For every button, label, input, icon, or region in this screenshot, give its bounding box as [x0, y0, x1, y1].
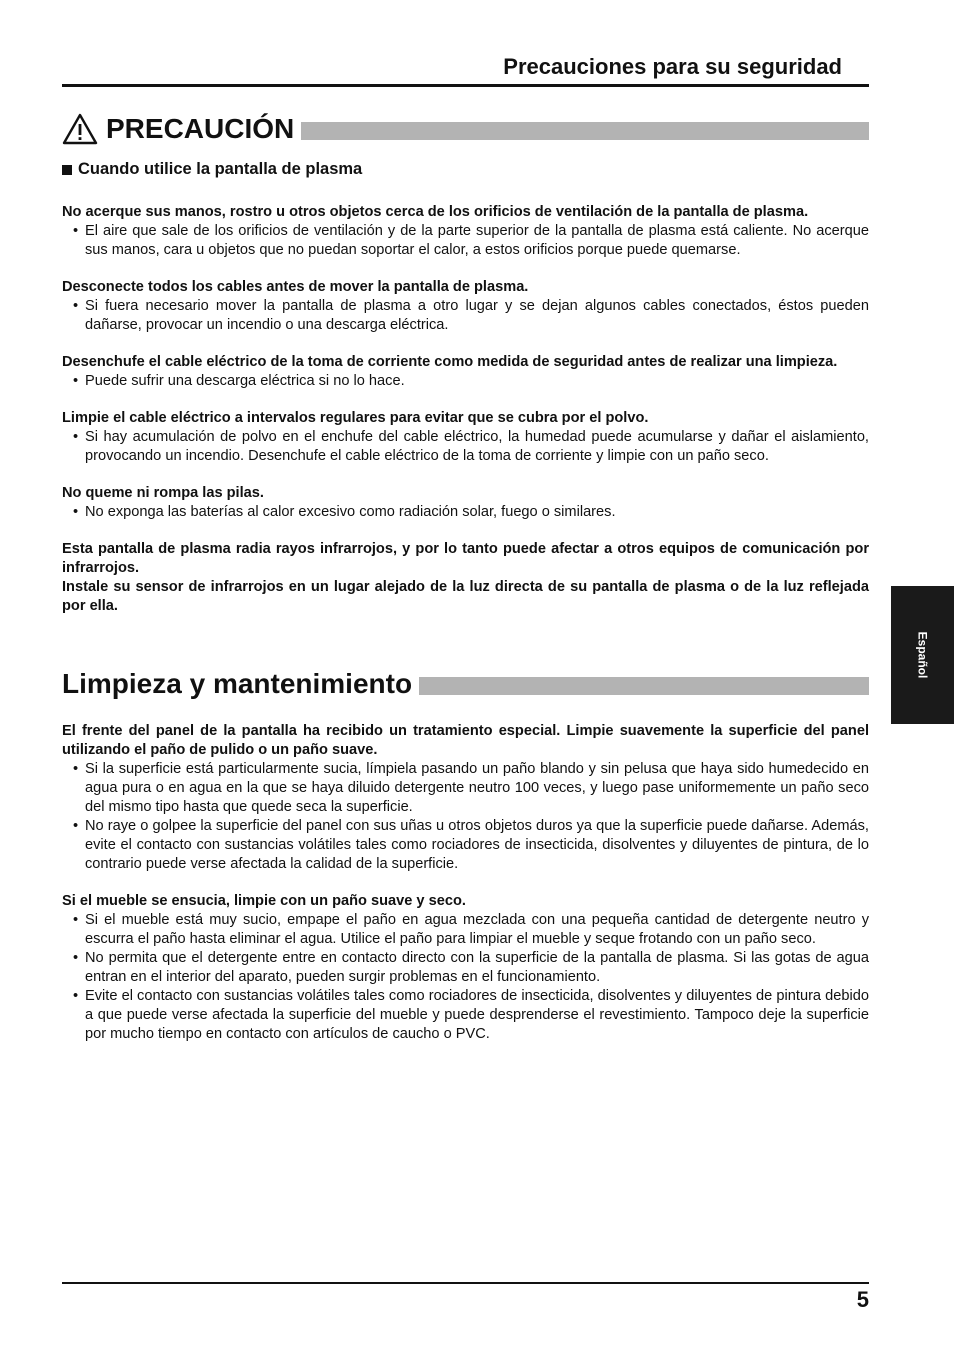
bold-statement: Limpie el cable eléctrico a intervalos regulares para evitar que se cubra por el polvo. [62, 410, 649, 426]
bullet-dot-icon: • [73, 761, 79, 777]
list-item-text: Si hay acumulación de polvo en el enchufe del cable eléctrico, la humedad puede acumularse y dañar el aislamiento, provocando un incendio. Desenchufe el cable eléctrico de la toma de corriente y limpie con un paño seco. [85, 429, 869, 464]
bold-statement: Desenchufe el cable eléctrico de la toma de corriente como medida de seguridad antes de realizar una limpieza. [62, 354, 838, 370]
bold-statement: Si el mueble se ensucia, limpie con un paño suave y seco. [62, 893, 466, 909]
maintenance-heading-bar [419, 677, 869, 695]
bullet-dot-icon: • [73, 818, 79, 834]
list-item-text: No raye o golpee la superficie del panel con sus uñas u otros objetos duros ya que la superficie puede dañarse. Además, evite el contacto con sustancias volátiles tales como rociadores de insecticida, disolventes y diluyentes de pintura, de lo contrario puede verse afectada la calidad de la superficie. [85, 818, 869, 872]
list-item [62, 911, 869, 949]
content-block [62, 409, 869, 466]
list-item [62, 949, 869, 987]
bold-statement: Instale su sensor de infrarrojos en un lugar alejado de la luz directa de su pantalla de plasma o de la luz reflejada por ella. [62, 579, 869, 614]
bullet-dot-icon: • [73, 298, 79, 314]
bold-statement: Desconecte todos los cables antes de mover la pantalla de plasma. [62, 279, 529, 295]
bullet-dot-icon: • [73, 912, 79, 928]
bullet-dot-icon: • [73, 223, 79, 239]
bullet-dot-icon: • [73, 988, 79, 1004]
header-rule [62, 84, 869, 87]
content-block [62, 484, 869, 522]
maintenance-heading [62, 667, 869, 701]
caution-heading [62, 112, 869, 146]
bullet-list [62, 372, 869, 391]
content-block [62, 353, 869, 391]
bullet-list [62, 911, 869, 1044]
content-block [62, 278, 869, 335]
list-item-text: Si la superficie está particularmente sucia, límpiela pasando un paño blando y sin pelusa que haya sido humedecido en agua pura o en agua en la que se haya diluido detergente neutro 100 veces, y luego pase uniformemente un paño seco del mismo tipo hasta que quede seca la superficie. [85, 761, 869, 815]
list-item [62, 817, 869, 874]
caution-heading-bar [301, 122, 869, 140]
warning-triangle-icon [62, 113, 98, 145]
list-item [62, 987, 869, 1044]
content-block [62, 892, 869, 1044]
bullet-list [62, 222, 869, 260]
caution-content [62, 203, 869, 634]
list-item-text: No exponga las baterías al calor excesivo como radiación solar, fuego o similares. [85, 504, 616, 520]
bold-statement: El frente del panel de la pantalla ha recibido un tratamiento especial. Limpie suavemente la superficie del panel utilizando el paño de pulido o un paño suave. [62, 723, 869, 758]
list-item [62, 428, 869, 466]
bold-statement: Esta pantalla de plasma radia rayos infrarrojos, y por lo tanto puede afectar a otros equipos de comunicación por infrarrojos. [62, 541, 869, 576]
content-block [62, 540, 869, 616]
bullet-dot-icon: • [73, 429, 79, 445]
bullet-list [62, 428, 869, 466]
footer-rule [62, 1282, 869, 1284]
list-item-text: Si fuera necesario mover la pantalla de plasma a otro lugar y se dejan algunos cables conectados, éstos pueden dañarse, provocar un incendio o una descarga eléctrica. [85, 298, 869, 333]
list-item [62, 760, 869, 817]
bullet-list [62, 503, 869, 522]
list-item-text: El aire que sale de los orificios de ventilación y de la parte superior de la pantalla de plasma está caliente. No acerque sus manos, cara u objetos que no puedan soportar el calor, a estos orificios porque puede quemarse. [85, 223, 869, 258]
list-item-text: Si el mueble está muy sucio, empape el paño en agua mezclada con una pequeña cantidad de detergente neutro y escurra el paño hasta eliminar el agua. Utilice el paño para limpiar el mueble y seque frotando con un paño seco. [85, 912, 869, 947]
list-item-text: Evite el contacto con sustancias volátiles tales como rociadores de insecticida, disolventes y diluyentes de pintura debido a que puede verse afectada la superficie del mueble y puede desprenderse el revestimiento. Tampoco deje la superficie por mucho tiempo en contacto con artículos de caucho o PVC. [85, 988, 869, 1042]
list-item [62, 222, 869, 260]
header-title: Precauciones para su seguridad [503, 54, 842, 79]
list-item-text: Puede sufrir una descarga eléctrica si no lo hace. [85, 373, 405, 389]
bullet-list [62, 297, 869, 335]
content-block [62, 722, 869, 874]
maintenance-content [62, 722, 869, 1062]
caution-title: PRECAUCIÓN [106, 113, 295, 144]
language-tab [891, 586, 954, 724]
bullet-dot-icon: • [73, 504, 79, 520]
caution-subheading [62, 160, 362, 179]
square-bullet-icon [62, 165, 72, 175]
list-item [62, 503, 869, 522]
bold-statement: No queme ni rompa las pilas. [62, 485, 264, 501]
list-item [62, 297, 869, 335]
list-item [62, 372, 869, 391]
page-number: 5 [856, 1287, 869, 1312]
bold-statement: No acerque sus manos, rostro u otros objetos cerca de los orificios de ventilación de la pantalla de plasma. [62, 204, 809, 220]
language-tab-label: Español [915, 631, 930, 679]
maintenance-title: Limpieza y mantenimiento [62, 668, 413, 699]
bullet-dot-icon: • [73, 950, 79, 966]
bullet-dot-icon: • [73, 373, 79, 389]
content-block [62, 203, 869, 260]
bullet-list [62, 760, 869, 874]
list-item-text: No permita que el detergente entre en contacto directo con la superficie de la pantalla de plasma. Si las gotas de agua entran en el interior del aparato, pueden surgir problemas en el funcionamiento. [85, 950, 869, 985]
caution-subheading-text: Cuando utilice la pantalla de plasma [78, 160, 363, 178]
